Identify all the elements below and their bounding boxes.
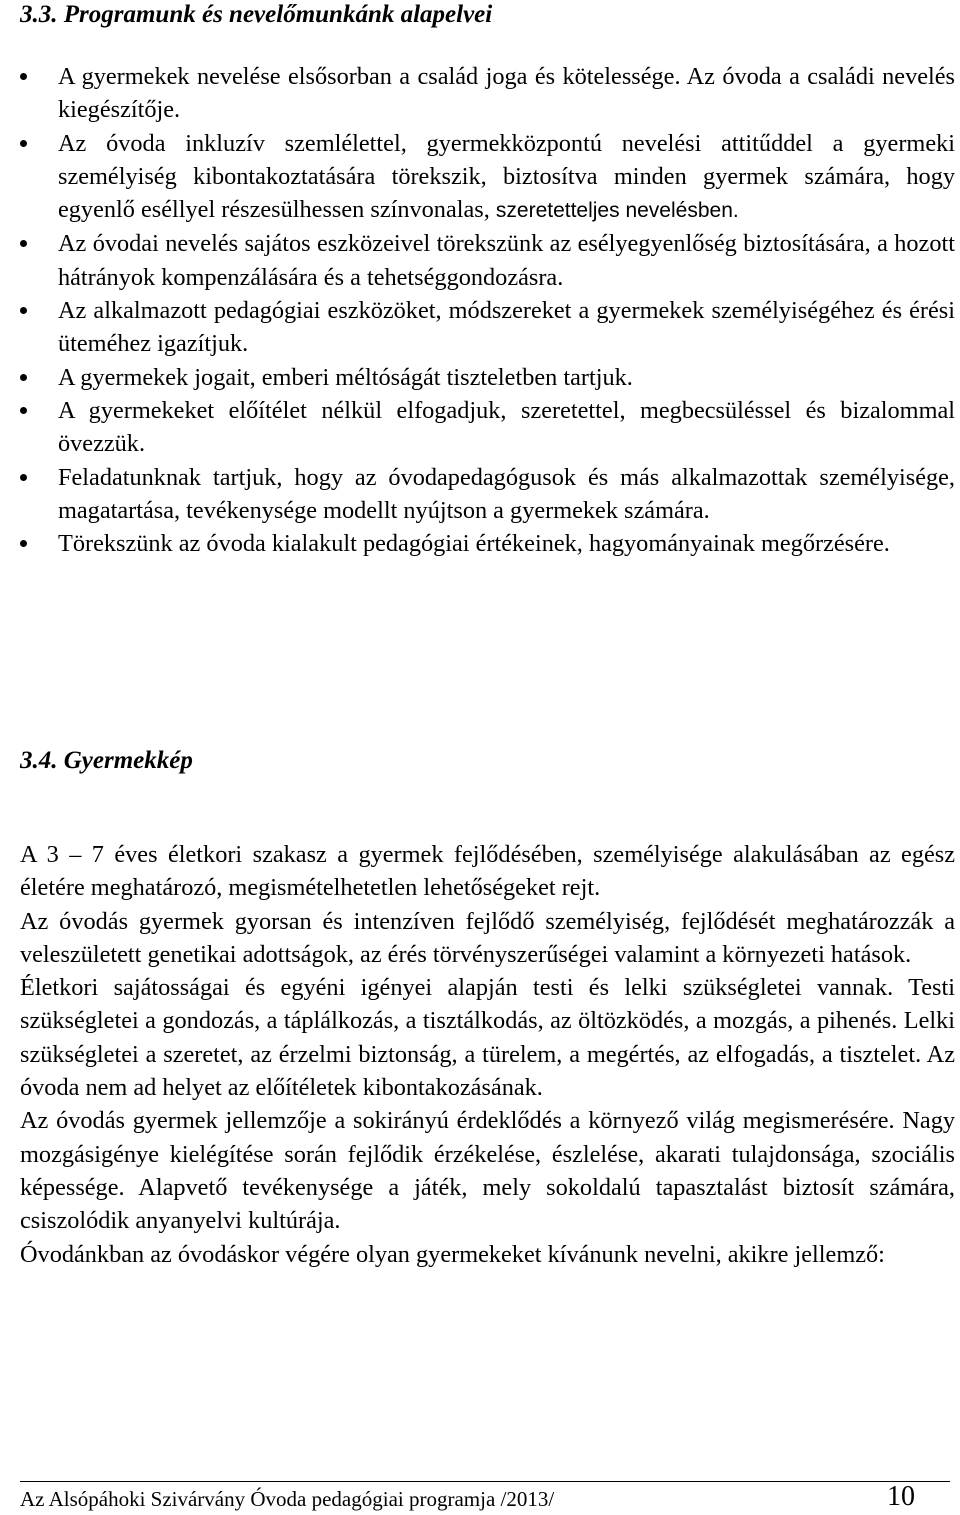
section-heading-3-4: 3.4. Gyermekkép	[20, 747, 193, 774]
footer-divider	[20, 1481, 950, 1482]
bullet-icon	[20, 540, 27, 547]
paragraph: A 3 – 7 éves életkori szakasz a gyermek fejlődésében, személyisége alakulásában az egész életére meghatározó, megismételhetetlen lehetőségeket rejt.	[20, 841, 955, 902]
paragraph: Az óvodás gyermek jellemzője a sokirányú érdeklődés a környező világ megismerésére. Nagy mozgásigénye kielégítése során fejlődik érzékelése, észlelése, akarati tulajdonsága, szociális képessége. Alapvető tevékenysége a játék, mely sokoldalú tapasztalást biztosít számára, csiszolódik anyanyelvi kultúrája.	[20, 1107, 955, 1235]
list-item: Az alkalmazott pedagógiai eszközöket, módszereket a gyermekek személyiségéhez és érési üteméhez igazítjuk.	[20, 294, 955, 361]
paragraph: Óvodánkban az óvodáskor végére olyan gyermekeket kívánunk nevelni, akikre jellemző:	[20, 1240, 885, 1268]
page-number: 10	[887, 1481, 915, 1512]
list-item: Feladatunknak tartjuk, hogy az óvodapedagógusok és más alkalmazottak személyisége, magatartása, tevékenysége modellt nyújtson a gyermekek számára.	[20, 461, 955, 528]
bullet-icon	[20, 474, 27, 481]
bullet-icon	[20, 73, 27, 80]
paragraph: Életkori sajátosságai és egyéni igényei alapján testi és lelki szükségletei vannak. Testi szükségletei a gondozás, a táplálkozás, a tisztálkodás, az öltözködés, a mozgás, a pihenés. Lelki szükségletei a szeretet, az érzelmi biztonság, a türelem, a megértés, az elfogadás, a tisztelet. Az óvoda nem ad helyet az előítéletek kibontakozásának.	[20, 974, 955, 1102]
paragraph: Az óvodás gyermek gyorsan és intenzíven fejlődő személyiség, fejlődését meghatározzák a veleszületett genetikai adottságok, az érés törvényszerűségei valamint a környezeti hatások.	[20, 907, 955, 968]
bullet-icon	[20, 407, 27, 414]
list-item: Az óvodai nevelés sajátos eszközeivel törekszünk az esélyegyenlőség biztosítására, a hozott hátrányok kompenzálására és a tehetséggondozásra.	[20, 227, 955, 294]
section-heading-3-3: 3.3. Programunk és nevelőmunkánk alapelvei	[20, 1, 493, 28]
bullet-icon	[20, 140, 27, 147]
list-item: Az óvoda inkluzív szemlélettel, gyermekközpontú nevelési attitűddel a gyermeki személyiség kibontakoztatására törekszik, biztosítva minden gyermek számára, hogy egyenlő eséllyel részesülhessen színvonalas, szeretetteljes nevelésben.	[20, 127, 955, 228]
bullet-icon	[20, 240, 27, 247]
list-item: A gyermekeket előítélet nélkül elfogadjuk, szeretettel, megbecsüléssel és bizalommal övezzük.	[20, 394, 955, 461]
principles-list	[20, 60, 955, 560]
list-item: A gyermekek jogait, emberi méltóságát tiszteletben tartjuk.	[20, 361, 955, 394]
footer-title: Az Alsópáhoki Szivárvány Óvoda pedagógiai programja /2013/	[20, 1487, 555, 1511]
bullet-icon	[20, 374, 27, 381]
list-item: A gyermekek nevelése elsősorban a család joga és kötelessége. Az óvoda a családi nevelés kiegészítője.	[20, 60, 955, 127]
bullet-icon	[20, 307, 27, 314]
child-image-text	[20, 838, 955, 1271]
list-item: Törekszünk az óvoda kialakult pedagógiai értékeinek, hagyományainak megőrzésére.	[20, 527, 955, 560]
